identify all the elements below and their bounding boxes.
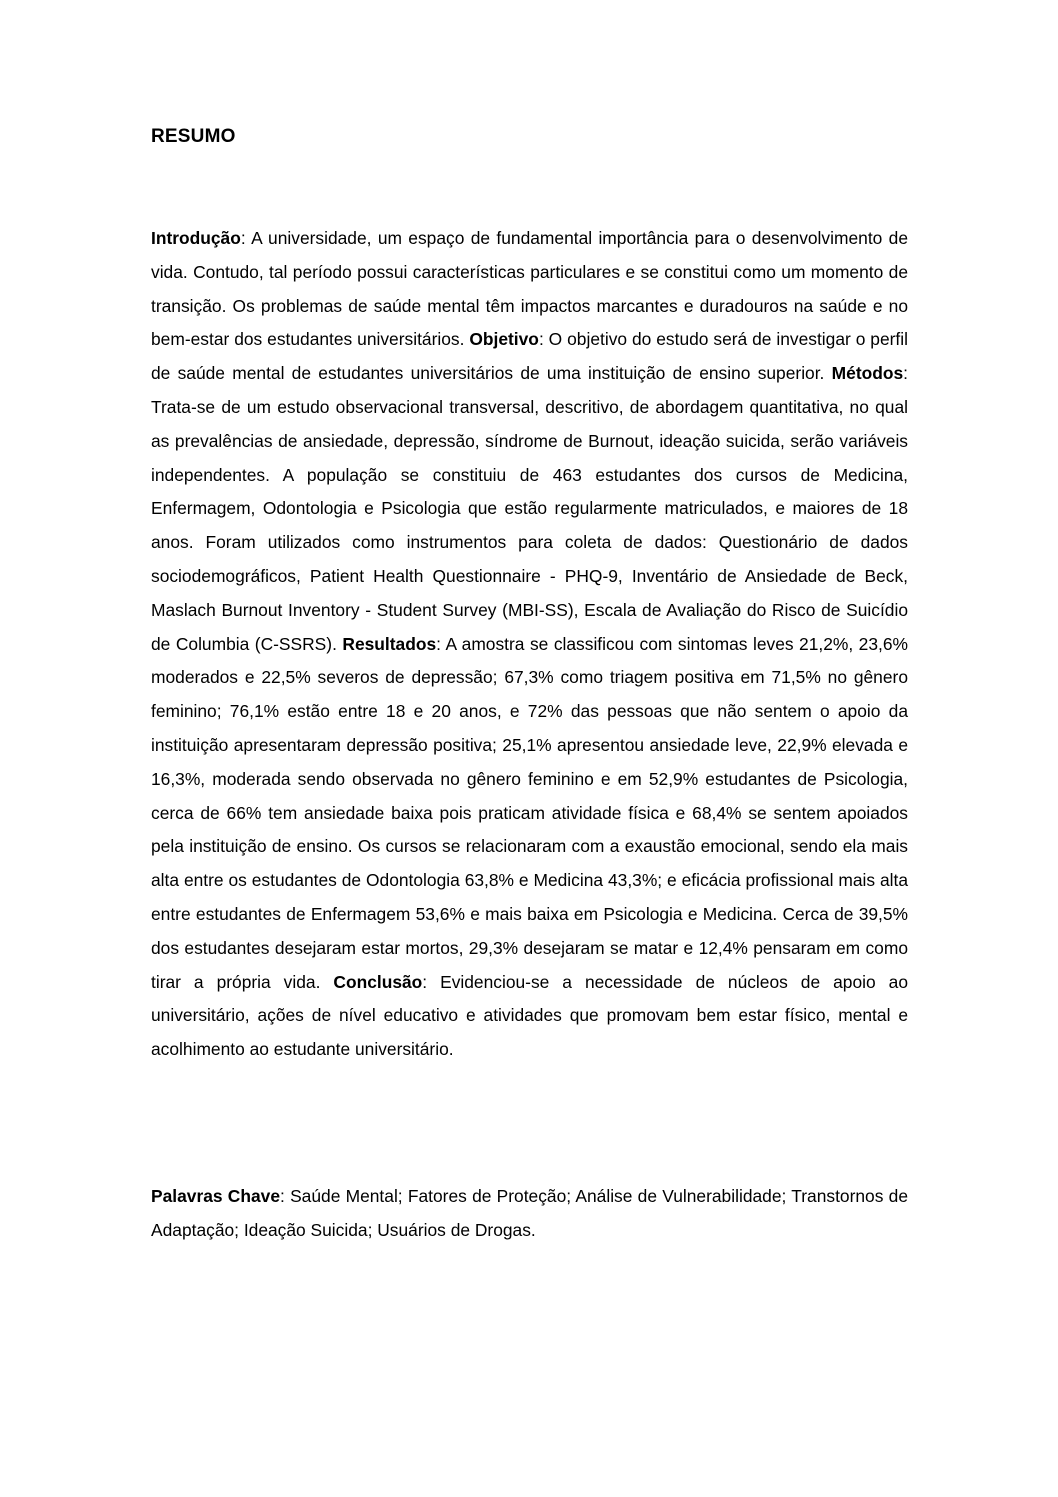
methods-label: Métodos <box>831 363 904 384</box>
intro-text: : A universidade, um espaço de fundamental importância para o desenvolvimento de vida. Contudo, tal período possui características particulares e se constitui como um momento de transição. Os problemas de saúde mental têm impactos marcantes e duradouros na saúde e no bem-estar dos estudantes universitários. <box>151 228 908 350</box>
methods-text: : Trata-se de um estudo observacional transversal, descritivo, de abordagem quantitativa, no qual as prevalências de ansiedade, depressão, síndrome de Burnout, ideação suicida, serão variáveis independentes. A população se constituiu de 463 estudantes dos cursos de Medicina, Enfermagem, Odontologia e Psicologia que estão regularmente matriculados, e maiores de 18 anos. Foram utilizados como instrumentos para coleta de dados: Questionário de dados sociodemográficos, Patient Health Questionnaire - PHQ-9, Inventário de Ansiedade de Beck, Maslach Burnout Inventory - Student Survey (MBI-SS), Escala de Avaliação do Risco de Suicídio de Columbia (C-SSRS). <box>151 363 908 654</box>
intro-label: Introdução <box>151 228 241 248</box>
objective-text: : O objetivo do estudo será de investigar o perfil de saúde mental de estudantes universitários de uma instituição de ensino superior. <box>151 329 908 384</box>
results-text: : A amostra se classificou com sintomas leves 21,2%, 23,6% moderados e 22,5% severos de depressão; 67,3% como triagem positiva em 71,5% no gênero feminino; 76,1% estão entre 18 e 20 anos, e 72% das pessoas que não sentem o apoio da instituição apresentaram depressão positiva; 25,1% apresentou ansiedade leve, 22,9% elevada e 16,3%, moderada sendo observada no gênero feminino e em 52,9% estudantes de Psicologia, cerca de 66% tem ansiedade baixa pois praticam atividade física e 68,4% se sentem apoiados pela instituição de ensino. Os cursos se relacionaram com a exaustão emocional, sendo ela mais alta entre os estudantes de Odontologia 63,8% e Medicina 43,3%; e eficácia profissional mais alta entre estudantes de Enfermagem 53,6% e mais baixa em Psicologia e Medicina. Cerca de 39,5% dos estudantes desejaram estar mortos, 29,3% desejaram se matar e 12,4% pensaram em como tirar a própria vida. <box>151 633 908 992</box>
objective-label: Objetivo <box>469 329 539 350</box>
page-heading: RESUMO <box>151 126 236 147</box>
keywords-text: : Saúde Mental; Fatores de Proteção; Análise de Vulnerabilidade; Transtornos de Adaptação; Ideação Suicida; Usuários de Drogas. <box>151 1186 908 1240</box>
conclusion-text: : Evidenciou-se a necessidade de núcleos de apoio ao universitário, ações de nível educativo e atividades que promovam bem estar físico, mental e acolhimento ao estudante universitário. <box>151 971 908 1060</box>
keywords-paragraph <box>151 1180 908 1248</box>
abstract-paragraph <box>151 222 908 1067</box>
conclusion-label: Conclusão <box>333 971 423 992</box>
results-label: Resultados <box>342 633 437 654</box>
keywords-label: Palavras Chave <box>151 1186 280 1206</box>
